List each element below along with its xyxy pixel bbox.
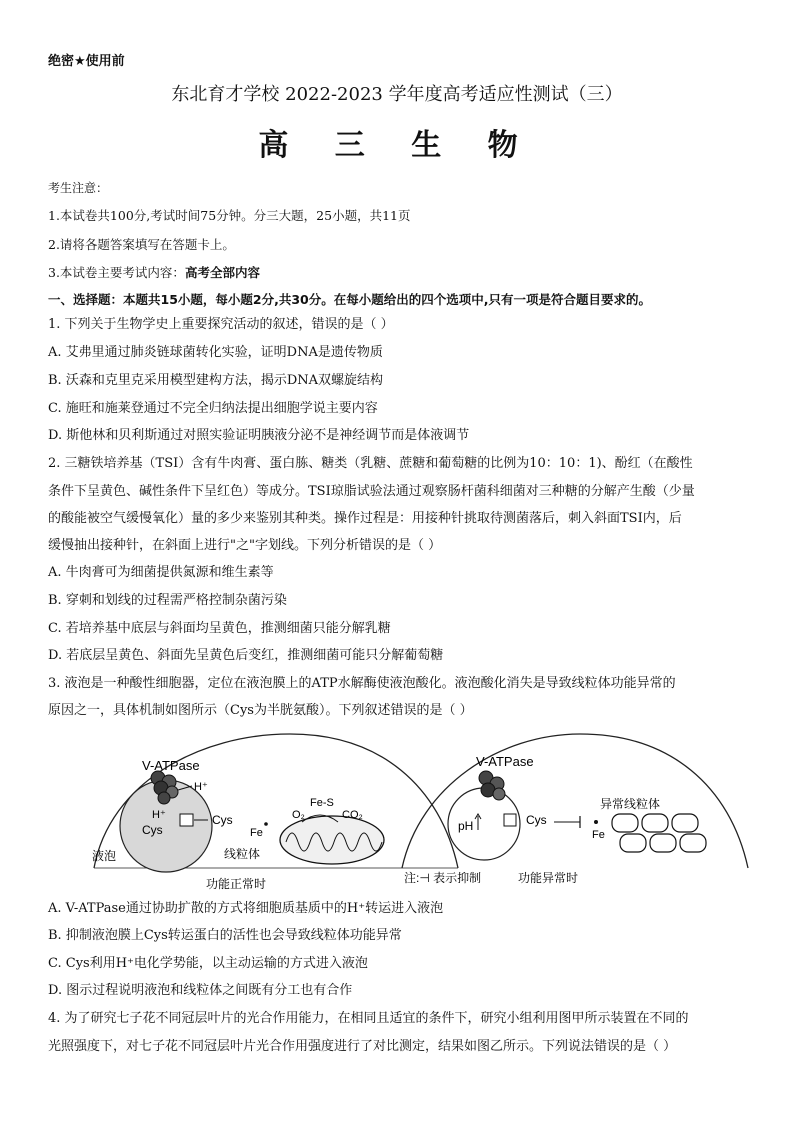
q1-option-b: B. 沃森和克里克采用模型建构方法，揭示DNA双螺旋结构 (48, 373, 384, 388)
abnormal-mito-label: 异常线粒体 (600, 797, 661, 811)
q2-option-a: A. 牛肉膏可为细菌提供氮源和维生素等 (48, 565, 274, 580)
q1-stem: 1. 下列关于生物学史上重要探究活动的叙述，错误的是（ ） (48, 317, 394, 332)
o2-label: O₂ (292, 809, 305, 821)
v-atpase-left-label: V-ATPase (142, 758, 200, 773)
notice-item-3-bold: 高考全部内容 (184, 265, 260, 280)
q2-option-c: C. 若培养基中底层与斜面均呈黄色，推测细菌只能分解乳糖 (48, 621, 391, 636)
subject-title: 高 三 生 物 (258, 128, 536, 163)
notice-item-2: 2.请将各题答案填写在答题卡上。 (48, 237, 235, 252)
q2-option-b: B. 穿刺和划线的过程需严格控制杂菌污染 (48, 593, 287, 608)
h-plus-out-label: H⁺ (194, 781, 208, 793)
section-heading: 一、选择题：本题共15小题，每小题2分,共30分。在每小题给出的四个选项中,只有一项是符合题目要求的。 (48, 292, 651, 307)
q2-stem-line4: 缓慢抽出接种针，在斜面上进行"之"字划线。下列分析错误的是（ ） (48, 538, 442, 553)
cys-transporter-right (504, 814, 516, 826)
q2-option-d: D. 若底层呈黄色、斜面先呈黄色后变红，推测细菌可能只分解葡萄糖 (48, 648, 444, 663)
abnormal-mitochondria-icon (612, 814, 706, 852)
q3-option-a: A. V-ATPase通过协助扩散的方式将细胞质基质中的H⁺转运进入液泡 (48, 901, 444, 916)
h-plus-in-label: H⁺ (152, 809, 166, 821)
mito-label: 线粒体 (224, 847, 261, 861)
q4-stem-line2: 光照强度下，对七子花不同冠层叶片光合作用强度进行了对比测定，结果如图乙所示。下列说法错误的是（ ） (48, 1039, 677, 1054)
q2-stem-line1: 2. 三糖铁培养基（TSI）含有牛肉膏、蛋白胨、糖类（乳糖、蔗糖和葡萄糖的比例为10：10：1)、酚红（在酸性 (48, 456, 693, 471)
notice-head: 考生注意： (48, 181, 109, 195)
cys-right-label: Cys (526, 813, 547, 827)
cys-transporter-left (180, 814, 193, 826)
notice-item-1: 1.本试卷共100分,考试时间75分钟。分三大题，25小题，共11页 (48, 208, 411, 223)
notice-item-3 (48, 263, 260, 281)
vacuole-label: 液泡 (92, 849, 117, 863)
v-atpase-right-label: V-ATPase (476, 754, 534, 769)
caption-right: 功能异常时 (518, 871, 579, 885)
ph-label: pH (458, 819, 474, 833)
q1-option-d: D. 斯他林和贝利斯通过对照实验证明胰液分泌不是神经调节而是体液调节 (48, 428, 470, 443)
q2-stem-line2: 条件下呈黄色、碱性条件下呈红色）等成分。TSI琼脂试验法通过观察肠杆菌科细菌对三种糖的分解产生酸（少量 (48, 484, 695, 499)
figure-note: 注:⊣ 表示抑制 (404, 871, 482, 885)
vacuole-mitochondria-figure (80, 726, 760, 892)
co2-label: CO₂ (342, 809, 363, 821)
notice-item-3-prefix: 3.本试卷主要考试内容： (48, 265, 185, 280)
q2-stem-line3: 的酸能被空气缓慢氧化）量的多少来鉴别其种类。操作过程是：用接种针挑取待测菌落后，刺入斜面TSI内，后 (48, 511, 682, 526)
school-title: 东北育才学校 2022-2023 学年度高考适应性测试（三） (171, 84, 623, 105)
q1-option-a: A. 艾弗里通过肺炎链球菌转化实验，证明DNA是遗传物质 (48, 345, 383, 360)
q3-stem-line1: 3. 液泡是一种酸性细胞器，定位在液泡膜上的ATP水解酶使液泡酸化。液泡酸化消失是导致线粒体功能异常的 (48, 676, 676, 691)
caption-left: 功能正常时 (206, 877, 267, 891)
q3-stem-line2: 原因之一，具体机制如图所示（Cys为半胱氨酸）。下列叙述错误的是（ ） (48, 703, 473, 718)
q3-option-d: D. 图示过程说明液泡和线粒体之间既有分工也有合作 (48, 983, 353, 998)
fe-s-label: Fe-S (310, 797, 334, 809)
q4-stem-line1: 4. 为了研究七子花不同冠层叶片的光合作用能力，在相同且适宜的条件下，研究小组利用图甲所示装置在不同的 (48, 1011, 689, 1026)
fe-right-label: Fe (592, 829, 605, 841)
fe-left-label: Fe (250, 827, 263, 839)
cys-in-label: Cys (142, 823, 163, 837)
cys-out-label: Cys (212, 813, 233, 827)
q3-option-b: B. 抑制液泡膜上Cys转运蛋白的活性也会导致线粒体功能异常 (48, 928, 402, 943)
q1-option-c: C. 施旺和施莱登通过不完全归纳法提出细胞学说主要内容 (48, 401, 378, 416)
mitochondrion-left (280, 816, 384, 864)
q3-option-c: C. Cys利用H⁺电化学势能，以主动运输的方式进入液泡 (48, 956, 368, 971)
secret-label: 绝密★使用前 (48, 54, 125, 69)
